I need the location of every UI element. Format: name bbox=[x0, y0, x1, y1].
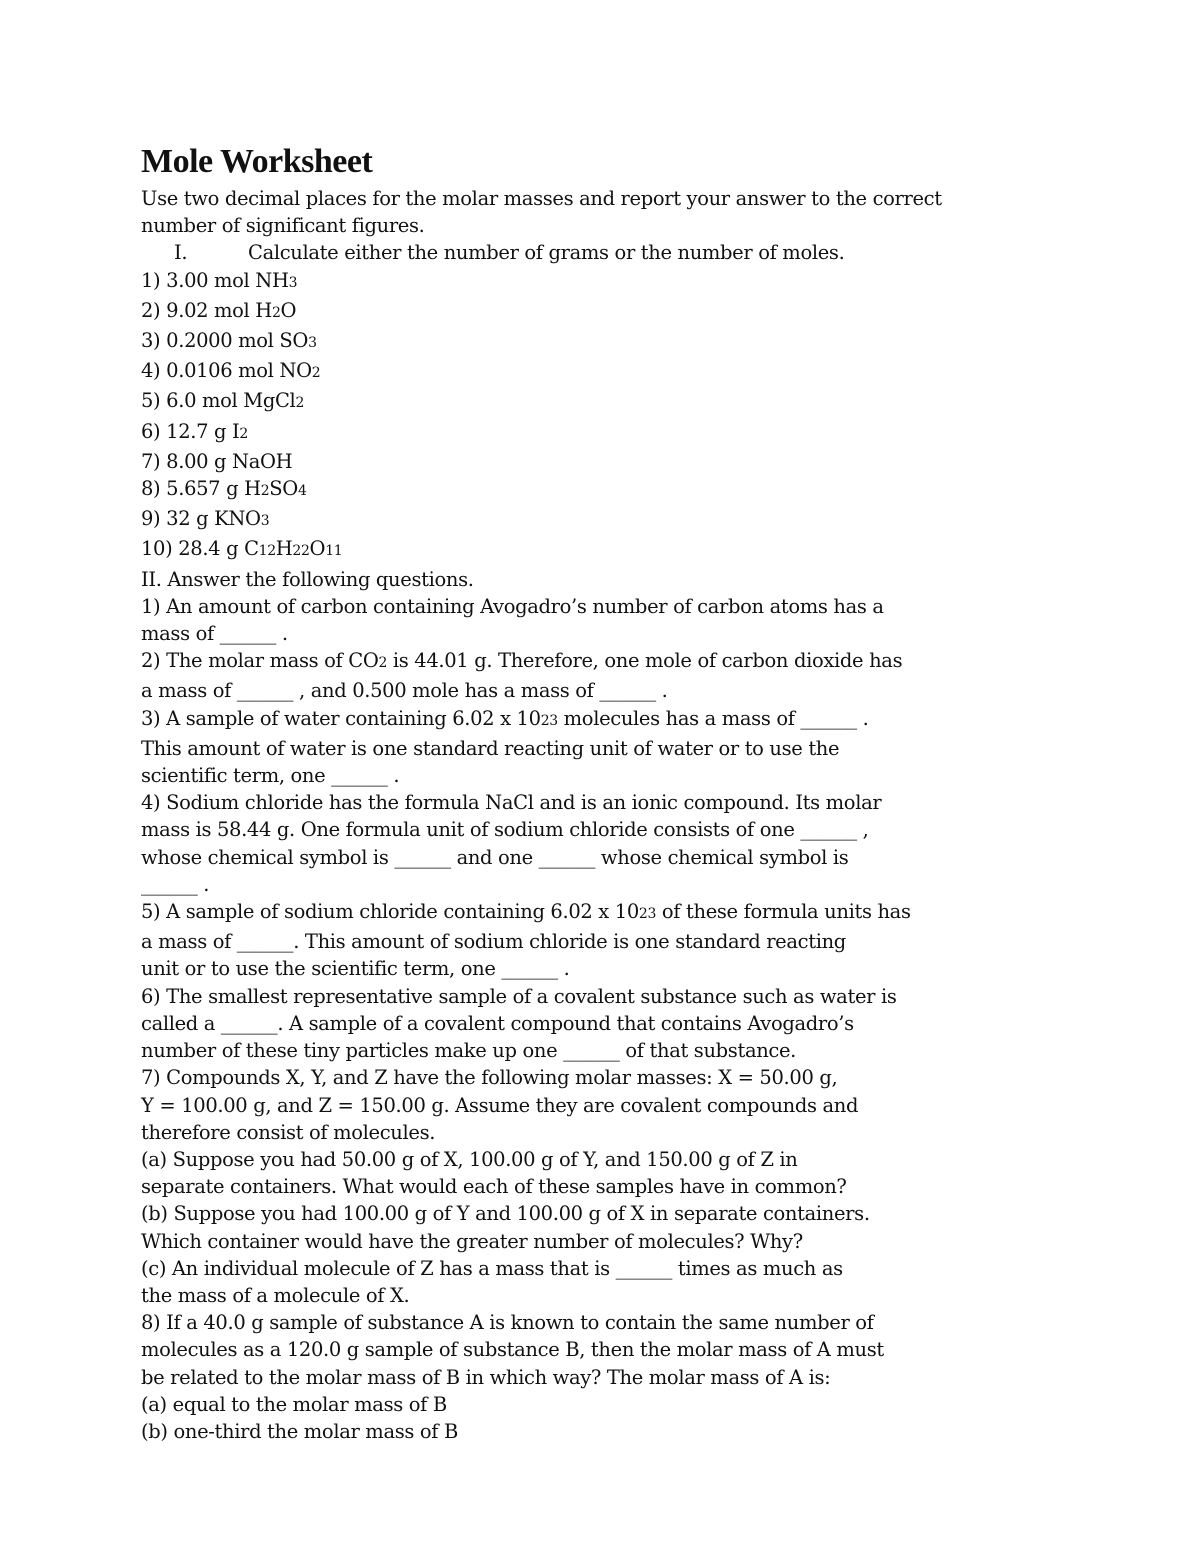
text-run: 7) Compounds X, Y, and Z have the following molar masses: X = 50.00 g, bbox=[141, 1066, 838, 1090]
text-run: 3) A sample of water containing 6.02 x 10 bbox=[141, 706, 541, 730]
text-run: H bbox=[275, 537, 293, 561]
text-run: ______ . bbox=[141, 872, 210, 896]
intro-line: Use two decimal places for the molar masses and report your answer to the correct bbox=[141, 187, 942, 210]
question-line bbox=[141, 735, 1041, 762]
text-run: 9) 32 g KNO bbox=[141, 507, 261, 531]
question-line bbox=[141, 955, 1041, 982]
text-run: whose chemical symbol is ______ and one ______ whose chemical symbol is bbox=[141, 845, 849, 869]
question-line bbox=[141, 1418, 1041, 1445]
section-1-heading-text: Calculate either the number of grams or the number of moles. bbox=[248, 241, 845, 265]
text-run: number of these tiny particles make up one ______ of that substance. bbox=[141, 1039, 797, 1063]
text-run: 1) 3.00 mol NH bbox=[141, 268, 289, 292]
subscript: 2 bbox=[311, 365, 321, 382]
question-line bbox=[141, 1010, 1041, 1037]
question-line bbox=[141, 1173, 1041, 1200]
question-line bbox=[141, 898, 1041, 928]
question-line bbox=[141, 677, 1041, 704]
text-run: 10) 28.4 g C bbox=[141, 537, 259, 561]
subscript: 3 bbox=[288, 274, 298, 291]
subscript: 23 bbox=[638, 906, 657, 923]
question-line bbox=[141, 1309, 1041, 1336]
text-run: a mass of ______. This amount of sodium chloride is one standard reacting bbox=[141, 930, 846, 954]
subscript: 4 bbox=[297, 483, 307, 500]
text-run: separate containers. What would each of these samples have in common? bbox=[141, 1175, 847, 1199]
text-run: 8) 5.657 g H bbox=[141, 477, 261, 501]
question-line bbox=[141, 983, 1041, 1010]
section-1-heading bbox=[141, 239, 1041, 266]
problem-item bbox=[141, 418, 1041, 448]
text-run: therefore consist of molecules. bbox=[141, 1120, 436, 1144]
question-line bbox=[141, 705, 1041, 735]
text-run: 3) 0.2000 mol SO bbox=[141, 329, 309, 353]
text-run: be related to the molar mass of B in which way? The molar mass of A is: bbox=[141, 1365, 831, 1389]
text-run: (c) An individual molecule of Z has a mass that is ______ times as much as bbox=[141, 1256, 843, 1280]
text-run: O bbox=[280, 298, 297, 322]
text-run: Y = 100.00 g, and Z = 150.00 g. Assume they are covalent compounds and bbox=[141, 1093, 859, 1117]
subscript: 2 bbox=[378, 655, 388, 672]
question-line bbox=[141, 871, 1041, 898]
text-run: unit or to use the scientific term, one ______ . bbox=[141, 957, 570, 981]
section-1-numeral: I. bbox=[174, 241, 188, 265]
subscript: 12 bbox=[258, 543, 276, 560]
problem-list bbox=[141, 267, 1041, 566]
text-run: 4) 0.0106 mol NO bbox=[141, 359, 312, 383]
text-run: 4) Sodium chloride has the formula NaCl and is an ionic compound. Its molar bbox=[141, 791, 882, 815]
text-run: (b) one-third the molar mass of B bbox=[141, 1419, 458, 1443]
question-line bbox=[141, 816, 1041, 843]
problem-item bbox=[141, 267, 1041, 297]
text-run: (a) equal to the molar mass of B bbox=[141, 1392, 447, 1416]
intro-line: number of significant figures. bbox=[141, 214, 425, 238]
text-run: the mass of a molecule of X. bbox=[141, 1283, 410, 1307]
text-run: called a ______. A sample of a covalent compound that contains Avogadro’s bbox=[141, 1011, 854, 1035]
subscript: 2 bbox=[260, 483, 270, 500]
question-line bbox=[141, 1255, 1041, 1282]
text-run: (b) Suppose you had 100.00 g of Y and 100.00 g of X in separate containers. bbox=[141, 1202, 870, 1226]
subscript: 2 bbox=[239, 425, 248, 442]
text-run: O bbox=[309, 537, 326, 561]
text-run: 7) 8.00 g NaOH bbox=[141, 449, 293, 473]
question-line bbox=[141, 647, 1041, 677]
question-list bbox=[141, 593, 1041, 1445]
text-run: (a) Suppose you had 50.00 g of X, 100.00 g of Y, and 150.00 g of Z in bbox=[141, 1147, 798, 1171]
worksheet-page bbox=[141, 142, 1041, 1445]
question-line bbox=[141, 1092, 1041, 1119]
text-run: Which container would have the greater number of molecules? Why? bbox=[141, 1229, 803, 1253]
question-line bbox=[141, 620, 1041, 647]
question-line bbox=[141, 593, 1041, 620]
text-run: 2) The molar mass of CO bbox=[141, 649, 379, 673]
text-run: 5) A sample of sodium chloride containing 6.02 x 10 bbox=[141, 900, 639, 924]
question-line bbox=[141, 1336, 1041, 1363]
problem-item bbox=[141, 448, 1041, 475]
text-run: This amount of water is one standard reacting unit of water or to use the bbox=[141, 736, 840, 760]
question-line bbox=[141, 1037, 1041, 1064]
problem-item bbox=[141, 387, 1041, 417]
problem-item bbox=[141, 505, 1041, 535]
text-run: is 44.01 g. Therefore, one mole of carbon dioxide has bbox=[387, 649, 903, 673]
subscript: 2 bbox=[295, 395, 305, 412]
subscript: 11 bbox=[325, 543, 343, 560]
text-run: 1) An amount of carbon containing Avogadro’s number of carbon atoms has a bbox=[141, 594, 884, 618]
subscript: 3 bbox=[260, 513, 270, 530]
text-run: of these formula units has bbox=[656, 900, 911, 924]
text-run: 2) 9.02 mol H bbox=[141, 298, 272, 322]
page-title: Mole Worksheet bbox=[141, 143, 373, 180]
text-run: 8) If a 40.0 g sample of substance A is known to contain the same number of bbox=[141, 1311, 874, 1335]
question-line bbox=[141, 1391, 1041, 1418]
problem-item bbox=[141, 475, 1041, 505]
question-line bbox=[141, 1364, 1041, 1391]
text-run: 6) The smallest representative sample of a covalent substance such as water is bbox=[141, 984, 897, 1008]
question-line bbox=[141, 1146, 1041, 1173]
question-line bbox=[141, 789, 1041, 816]
question-line bbox=[141, 1282, 1041, 1309]
text-run: a mass of ______ , and 0.500 mole has a mass of ______ . bbox=[141, 679, 668, 703]
question-line bbox=[141, 1200, 1041, 1227]
text-run: mass of ______ . bbox=[141, 622, 288, 646]
question-line bbox=[141, 762, 1041, 789]
question-line bbox=[141, 928, 1041, 955]
text-run: molecules as a 120.0 g sample of substance B, then the molar mass of A must bbox=[141, 1338, 884, 1362]
problem-item bbox=[141, 357, 1041, 387]
subscript: 23 bbox=[540, 712, 558, 729]
subscript: 2 bbox=[271, 304, 281, 321]
problem-item bbox=[141, 327, 1041, 357]
text-run: mass is 58.44 g. One formula unit of sodium chloride consists of one ______ , bbox=[141, 818, 869, 842]
text-run: molecules has a mass of ______ . bbox=[557, 706, 869, 730]
question-line bbox=[141, 1064, 1041, 1091]
text-run: scientific term, one ______ . bbox=[141, 764, 400, 788]
subscript: 3 bbox=[308, 335, 317, 352]
subscript: 22 bbox=[292, 543, 310, 560]
question-line bbox=[141, 1119, 1041, 1146]
section-2-heading: II. Answer the following questions. bbox=[141, 567, 474, 591]
question-line bbox=[141, 844, 1041, 871]
text-run: 5) 6.0 mol MgCl bbox=[141, 389, 296, 413]
text-run: 6) 12.7 g I bbox=[141, 419, 240, 443]
question-line bbox=[141, 1228, 1041, 1255]
text-run: SO bbox=[269, 477, 298, 501]
problem-item bbox=[141, 535, 1041, 565]
problem-item bbox=[141, 297, 1041, 327]
